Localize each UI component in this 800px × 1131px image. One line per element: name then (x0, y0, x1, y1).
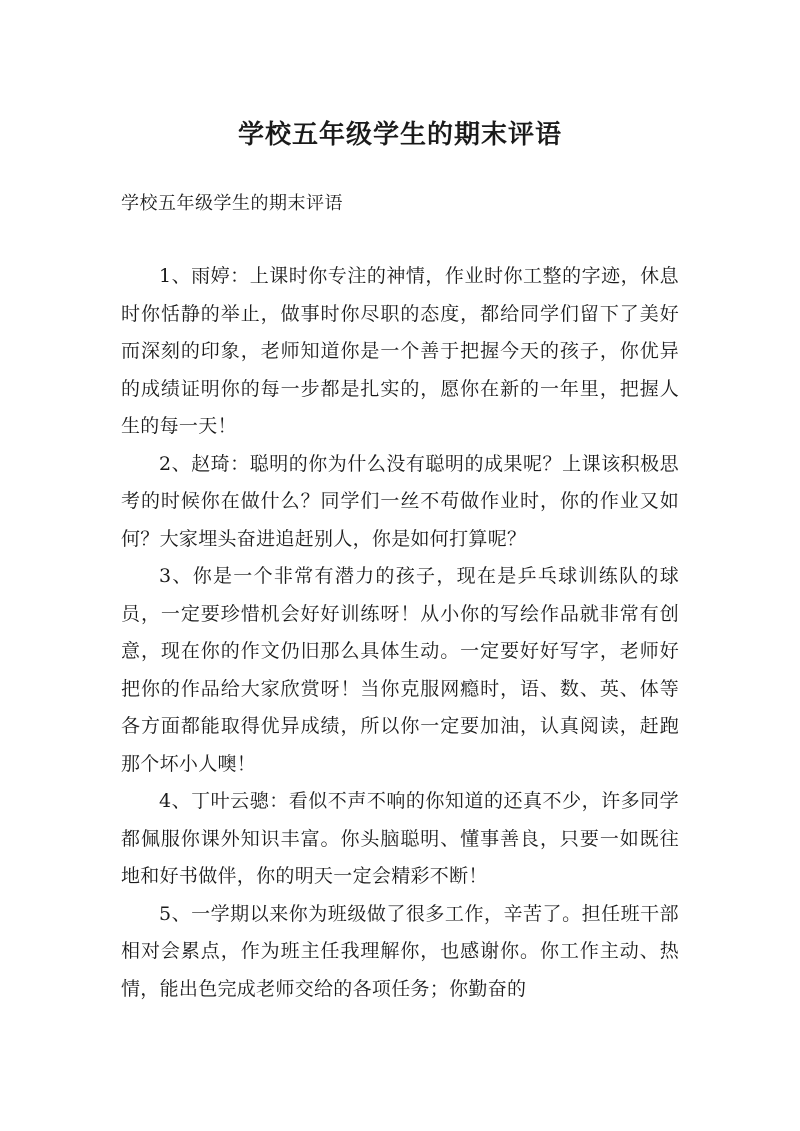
paragraph-3: 3、你是一个非常有潜力的孩子，现在是乒乓球训练队的球员，一定要珍惜机会好好训练呀！从小你的写绘作品就非常有创意，现在你的作文仍旧那么具体生动。一定要好好写字，老师好把你的作品给大家欣赏呀！当你克服网瘾时，语、数、英、体等各方面都能取得优异成绩，所以你一定要加油，认真阅读，赶跑那个坏小人噢！ (121, 565, 679, 775)
document-subtitle: 学校五年级学生的期末评语 (121, 193, 343, 214)
paragraph-2: 2、赵琦：聪明的你为什么没有聪明的成果呢？上课该积极思考的时候你在做什么？同学们一丝不苟做作业时，你的作业又如何？大家埋头奋进追赶别人，你是如何打算呢？ (121, 452, 679, 550)
document-body (121, 258, 679, 1008)
document-title: 学校五年级学生的期末评语 (237, 120, 562, 151)
paragraph-1: 1、雨婷：上课时你专注的神情，作业时你工整的字迹，休息时你恬静的举止，做事时你尽职的态度，都给同学们留下了美好而深刻的印象，老师知道你是一个善于把握今天的孩子，你优异的成绩证明你的每一步都是扎实的，愿你在新的一年里，把握人生的每一天！ (121, 265, 679, 437)
paragraph-5: 5、一学期以来你为班级做了很多工作，辛苦了。担任班干部相对会累点，作为班主任我理解你，也感谢你。你工作主动、热情，能出色完成老师交给的各项任务；你勤奋的 (121, 902, 679, 1000)
paragraph-4: 4、丁叶云骢：看似不声不响的你知道的还真不少，许多同学都佩服你课外知识丰富。你头脑聪明、懂事善良，只要一如既往地和好书做伴，你的明天一定会精彩不断！ (121, 790, 679, 887)
